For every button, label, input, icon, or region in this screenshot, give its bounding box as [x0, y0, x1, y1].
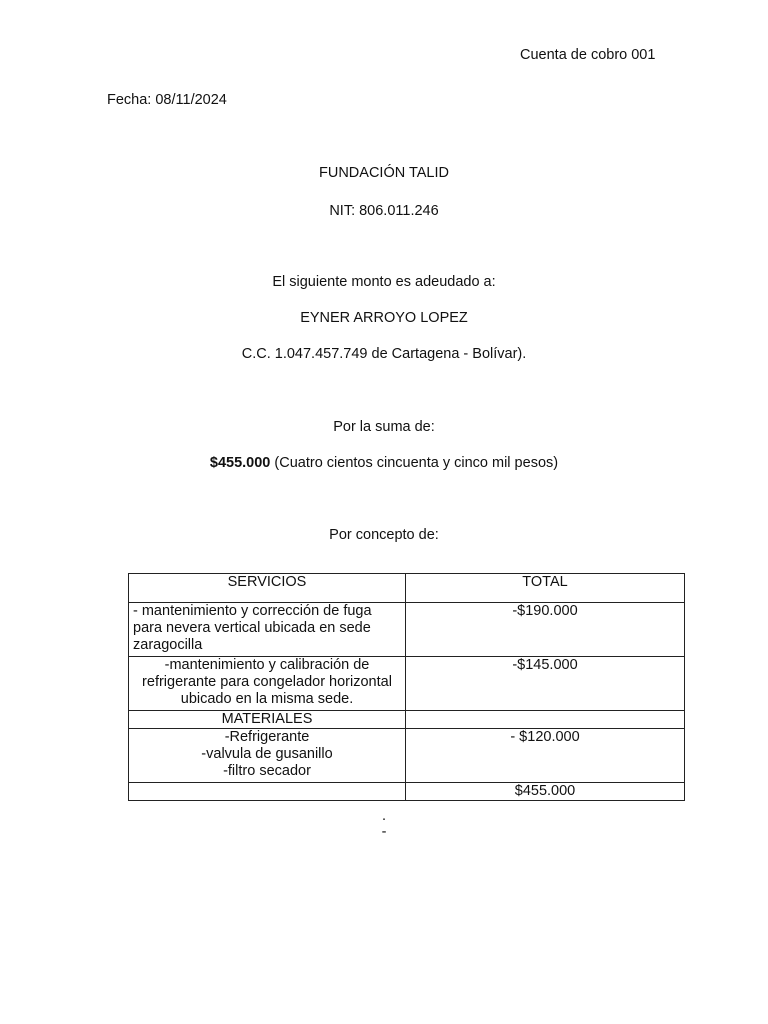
- material-item: -Refrigerante: [224, 729, 310, 745]
- trailing-dot: .: [381, 808, 387, 824]
- invoice-number: Cuenta de cobro 001: [520, 47, 656, 63]
- empty-cell: [406, 711, 685, 729]
- material-item: -valvula de gusanillo: [201, 746, 333, 762]
- table-row: [129, 729, 685, 783]
- empty-cell: [129, 783, 406, 801]
- owed-intro: El siguiente monto es adeudado a:: [272, 274, 496, 290]
- trailing-dash: -: [381, 824, 387, 840]
- amount-line: [0, 455, 768, 471]
- materials-list: [129, 729, 406, 783]
- table-row: [129, 603, 685, 657]
- service-total: -$145.000: [406, 657, 685, 711]
- table-header-row: [129, 574, 685, 603]
- payee-id: C.C. 1.047.457.749 de Cartagena - Bolívar).: [241, 346, 527, 362]
- date-line: Fecha: 08/11/2024: [107, 92, 227, 108]
- grand-total: $455.000: [406, 783, 685, 801]
- materials-header-row: [129, 711, 685, 729]
- concept-intro: Por concepto de:: [329, 527, 439, 543]
- grand-total-row: [129, 783, 685, 801]
- organization-name: FUNDACIÓN TALID: [319, 165, 449, 181]
- materials-header: MATERIALES: [129, 711, 406, 729]
- service-description: - mantenimiento y corrección de fuga para nevera vertical ubicada en sede zaragocilla: [129, 603, 406, 657]
- service-total: -$190.000: [406, 603, 685, 657]
- services-table: [128, 573, 685, 801]
- header-total: TOTAL: [406, 574, 685, 603]
- header-services: SERVICIOS: [129, 574, 406, 603]
- sum-intro: Por la suma de:: [333, 419, 435, 435]
- payee-name: EYNER ARROYO LOPEZ: [300, 310, 468, 326]
- materials-total: - $120.000: [406, 729, 685, 783]
- organization-nit: NIT: 806.011.246: [329, 203, 439, 219]
- table-row: [129, 657, 685, 711]
- amount-words: (Cuatro cientos cincuenta y cinco mil pesos): [270, 455, 559, 471]
- material-item: -filtro secador: [223, 763, 311, 779]
- amount-value: $455.000: [209, 455, 271, 471]
- service-description: -mantenimiento y calibración de refrigerante para congelador horizontal ubicado en la misma sede.: [129, 657, 406, 711]
